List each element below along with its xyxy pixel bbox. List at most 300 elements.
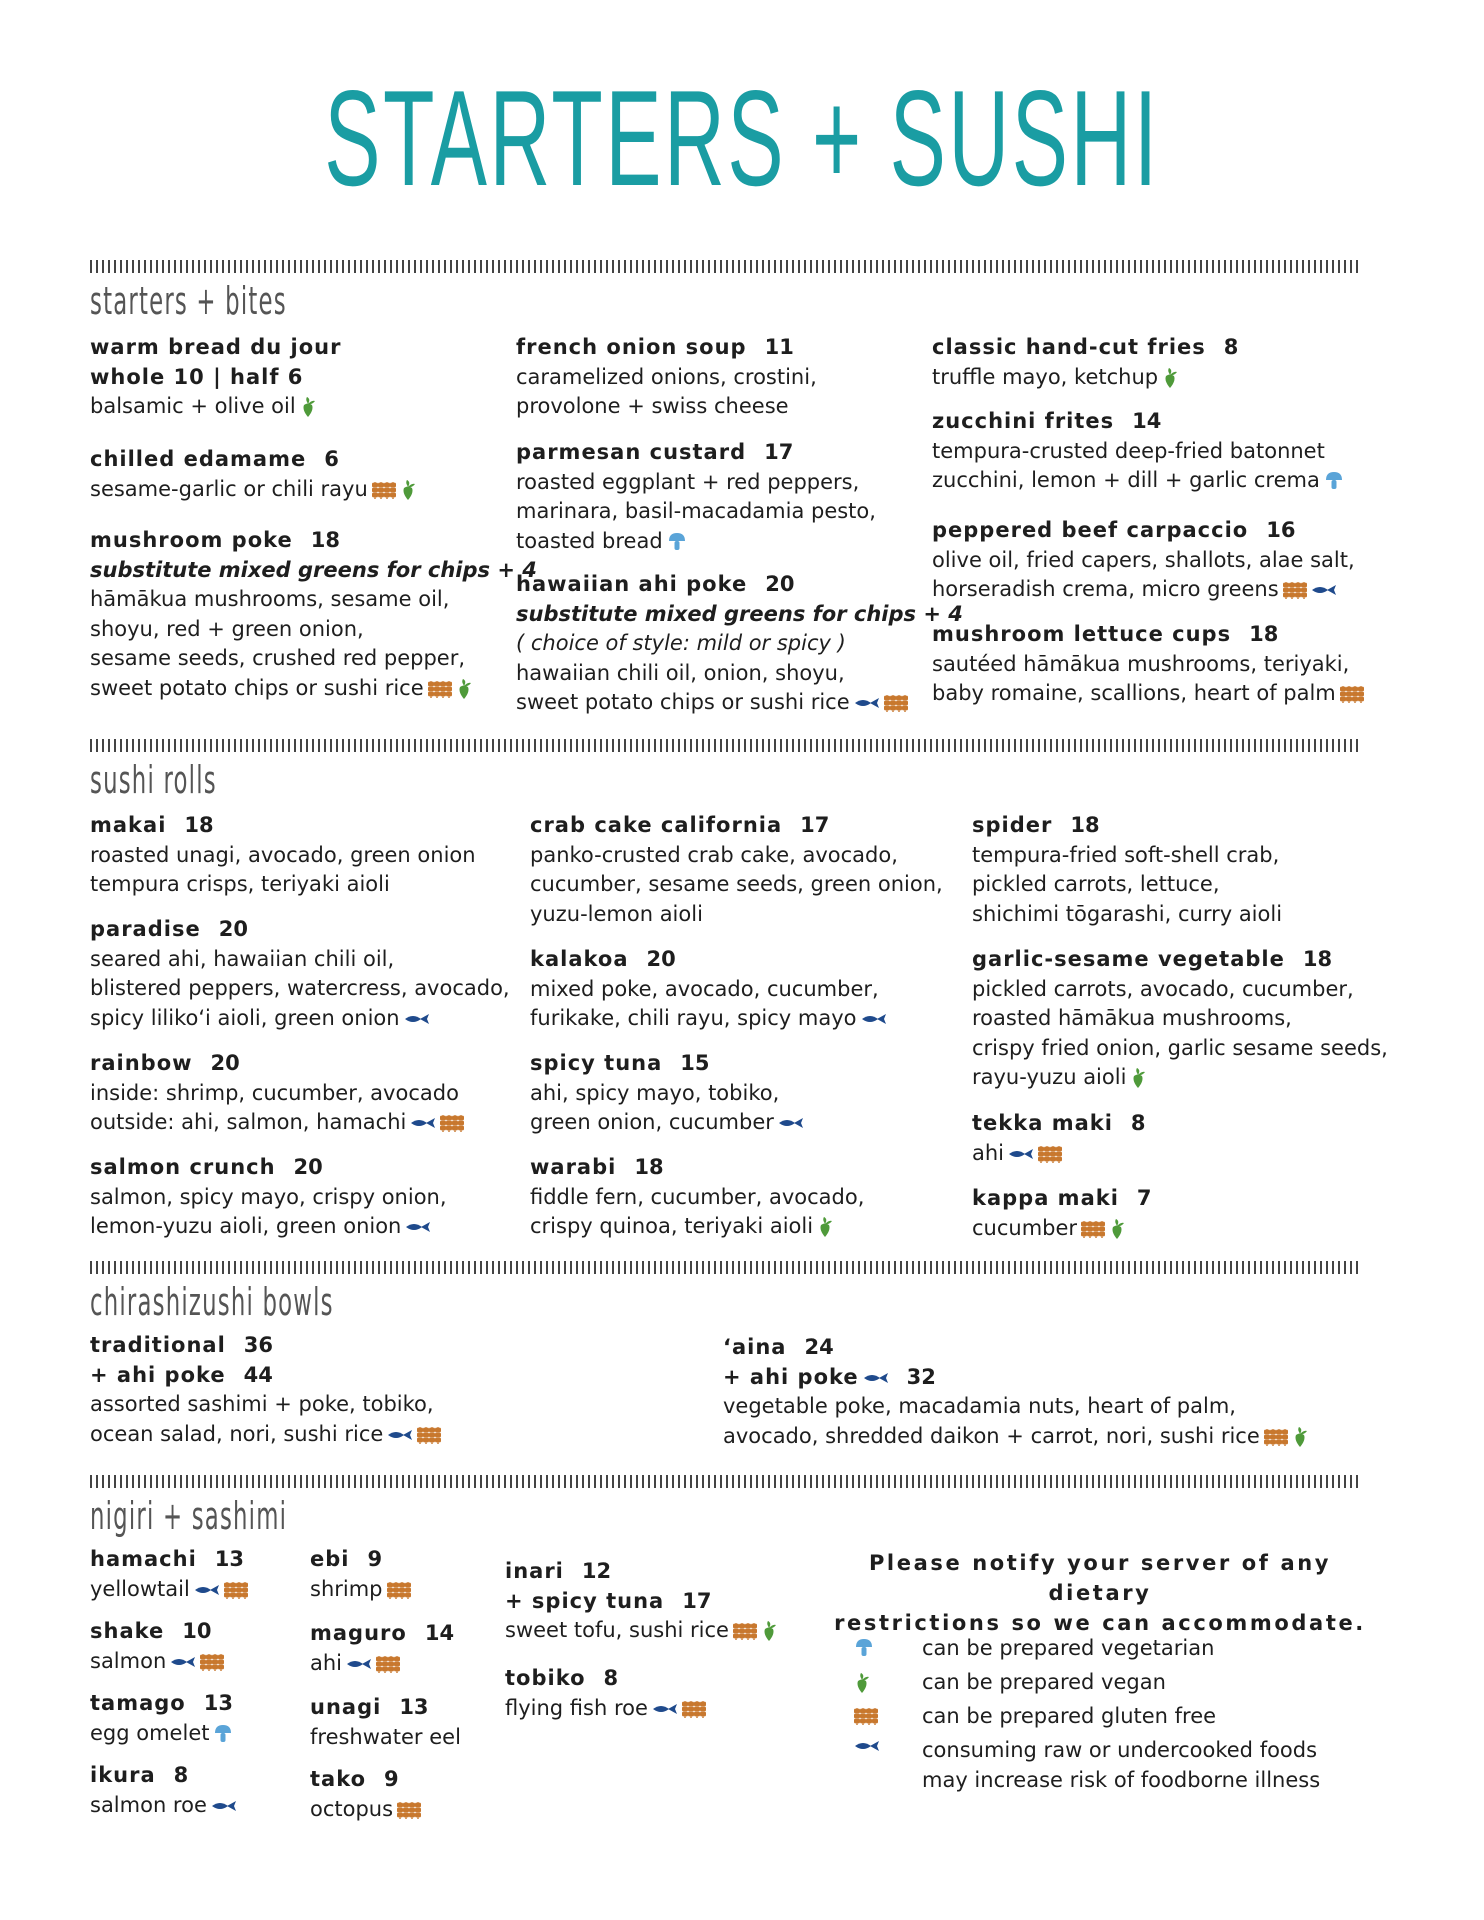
- item-description: crispy fried onion, garlic sesame seeds,: [972, 1035, 1388, 1060]
- menu-item: [310, 1545, 411, 1604]
- item-name: chilled edamame: [90, 447, 307, 471]
- item-description: fiddle fern, cucumber, avocado,: [530, 1184, 865, 1209]
- raw-icon: [854, 1740, 880, 1752]
- menu-item-line: [972, 1214, 1152, 1244]
- menu-item-line: [516, 629, 963, 659]
- menu-item-line: [530, 811, 943, 841]
- menu-item-line: [310, 1693, 461, 1723]
- item-name: ebi: [310, 1547, 350, 1571]
- legend-text: can be prepared vegan: [922, 1670, 1166, 1694]
- menu-item-line: [90, 556, 537, 586]
- item-name: ikura: [90, 1763, 156, 1787]
- gluten-free-icon: [200, 1652, 224, 1672]
- raw-icon: [1008, 1148, 1034, 1160]
- menu-item-line: [530, 870, 943, 900]
- item-description: hawaiian chili oil, onion, shoyu,: [516, 660, 845, 685]
- item-price: 15: [680, 1051, 710, 1075]
- section-divider: [90, 1261, 1360, 1274]
- menu-item-line: [932, 650, 1364, 680]
- item-name: salmon crunch: [90, 1155, 276, 1179]
- gluten-free-icon: [884, 693, 908, 713]
- menu-item-line: [972, 1109, 1146, 1139]
- menu-item-line: [90, 363, 342, 393]
- item-name: tamago: [90, 1691, 186, 1715]
- item-description: ahi, spicy mayo, tobiko,: [530, 1080, 780, 1105]
- menu-item: [516, 333, 817, 422]
- legend-text: consuming raw or undercooked foods: [922, 1738, 1318, 1762]
- item-description: avocado, shredded daikon + carrot, nori, sushi rice: [723, 1423, 1260, 1448]
- legend-text: can be prepared vegetarian: [922, 1636, 1215, 1660]
- item-description: tempura crisps, teriyaki aioli: [90, 872, 390, 896]
- item-description: pickled carrots, lettuce,: [972, 872, 1220, 896]
- menu-item: [530, 811, 943, 929]
- menu-item: [932, 333, 1238, 392]
- menu-item-line: [530, 900, 943, 930]
- vegan-icon: [1130, 1067, 1146, 1089]
- raw-icon: [170, 1656, 196, 1668]
- item-name: makai: [90, 813, 167, 837]
- item-description: baby romaine, scallions, heart of palm: [932, 681, 1336, 705]
- menu-item-line: [90, 644, 537, 674]
- item-price: 14: [424, 1621, 455, 1645]
- item-description: sautéed hāmākua mushrooms, teriyaki,: [932, 651, 1350, 676]
- item-description: salmon: [90, 1648, 167, 1673]
- gluten-free-icon: [428, 679, 452, 699]
- menu-item-line: [516, 688, 963, 718]
- menu-item: [90, 915, 510, 1033]
- item-name: warm bread du jour: [90, 335, 342, 359]
- item-description: sesame-garlic or chili rayu: [90, 476, 368, 501]
- menu-item-line: [90, 1617, 224, 1647]
- item-price: 12: [581, 1559, 612, 1583]
- item-name: zucchini frites: [932, 409, 1115, 433]
- menu-item: [90, 445, 416, 504]
- gluten-free-icon: [1283, 580, 1307, 600]
- item-name: peppered beef carpaccio: [932, 518, 1249, 542]
- menu-item-line: [932, 516, 1355, 546]
- menu-item-line: [972, 900, 1282, 930]
- item-price: 18: [634, 1155, 664, 1179]
- item-substitution: substitute mixed greens for chips + 4: [516, 601, 963, 626]
- vegan-icon: [854, 1672, 870, 1694]
- gluten-free-icon: [417, 1425, 441, 1445]
- menu-item: [90, 1689, 233, 1748]
- item-name: tekka maki: [972, 1111, 1113, 1135]
- item-description: sweet potato chips or sushi rice: [90, 675, 424, 700]
- vegan-icon: [1109, 1218, 1125, 1240]
- menu-item-line: [90, 1331, 441, 1361]
- raw-icon: [863, 1372, 889, 1384]
- item-description: rayu-yuzu aioli: [972, 1065, 1127, 1089]
- vegan-icon: [400, 479, 416, 501]
- menu-item-line: [90, 945, 510, 975]
- item-description: egg omelet: [90, 1720, 210, 1745]
- item-description: lemon-yuzu aioli, green onion: [90, 1214, 402, 1238]
- item-description: green onion, cucumber: [530, 1110, 774, 1134]
- menu-item-line: [530, 841, 943, 871]
- item-price: 16: [1266, 518, 1296, 542]
- section-heading-bowls: chirashizushi bowls: [90, 1280, 334, 1324]
- raw-icon: [194, 1584, 220, 1596]
- item-description: sesame seeds, crushed red pepper,: [90, 646, 466, 670]
- item-description: toasted bread: [516, 528, 663, 553]
- menu-item-line: [90, 1079, 464, 1109]
- menu-item: [310, 1765, 421, 1824]
- menu-item-line: [310, 1619, 454, 1649]
- menu-item-line: [516, 392, 817, 422]
- item-description: vegetable poke, macadamia nuts, heart of palm,: [723, 1394, 1236, 1418]
- item-description: cucumber, sesame seeds, green onion,: [530, 872, 943, 896]
- dietary-notice: [830, 1548, 1370, 1638]
- menu-item-line: [90, 974, 510, 1004]
- menu-item-line: [90, 1689, 233, 1719]
- menu-item-line: [90, 475, 416, 505]
- vegan-icon: [761, 1620, 777, 1642]
- item-price: 24: [804, 1335, 834, 1359]
- vegan-icon: [456, 678, 472, 700]
- menu-item-line: [90, 811, 476, 841]
- item-price: 44: [243, 1362, 273, 1387]
- menu-item-line: [516, 527, 876, 557]
- item-price: 7: [1136, 1186, 1152, 1210]
- menu-item-line: [516, 600, 963, 630]
- menu-item-line: [310, 1649, 454, 1679]
- menu-item-line: [723, 1392, 1308, 1422]
- item-description: mixed poke, avocado, cucumber,: [530, 976, 879, 1001]
- item-description: crispy quinoa, teriyaki aioli: [530, 1214, 814, 1238]
- menu-item-line: [516, 468, 876, 498]
- menu-item-line: [90, 445, 416, 475]
- item-description: furikake, chili rayu, spicy mayo: [530, 1006, 857, 1030]
- item-price: 18: [1302, 947, 1333, 971]
- menu-item: [90, 1049, 464, 1138]
- item-description: octopus: [310, 1796, 394, 1821]
- menu-item-line: [505, 1587, 777, 1617]
- menu-item: [932, 407, 1344, 496]
- item-price: 13: [214, 1547, 245, 1571]
- item-description: olive oil, fried capers, shallots, alae salt,: [932, 547, 1355, 572]
- menu-item: [90, 811, 476, 900]
- menu-item: [90, 1761, 237, 1820]
- item-description: shoyu, red + green onion,: [90, 616, 364, 641]
- menu-item-line: [972, 1004, 1388, 1034]
- menu-item: [723, 1333, 1308, 1451]
- menu-item: [972, 1109, 1146, 1168]
- menu-item-line: [932, 363, 1238, 393]
- raw-icon: [346, 1658, 372, 1670]
- item-description: inside: shrimp, cucumber, avocado: [90, 1080, 459, 1105]
- item-price: 20: [765, 572, 795, 596]
- gluten-free-icon: [733, 1621, 757, 1641]
- gluten-free-icon: [1340, 684, 1364, 704]
- menu-item: [932, 516, 1355, 605]
- item-description: blistered peppers, watercress, avocado,: [90, 976, 510, 1000]
- vegan-icon: [817, 1216, 833, 1238]
- menu-item-line: [723, 1363, 1308, 1393]
- gluten-free-icon: [397, 1800, 421, 1820]
- raw-icon: [861, 1013, 887, 1025]
- menu-item-line: [90, 1390, 441, 1420]
- menu-item-line: [90, 585, 537, 615]
- menu-item: [505, 1557, 777, 1646]
- menu-item-line: [932, 679, 1364, 709]
- menu-item-line: [972, 1063, 1388, 1093]
- menu-item-line: [932, 437, 1344, 467]
- gluten-free-icon: [1081, 1219, 1105, 1239]
- item-description: spicy liliko‘i aioli, green onion: [90, 1005, 400, 1030]
- menu-item-line: [90, 1049, 464, 1079]
- menu-item-line: [530, 1183, 864, 1213]
- menu-item-line: [530, 1004, 887, 1034]
- menu-item-line: [90, 1719, 233, 1749]
- menu-item: [530, 945, 887, 1034]
- item-price: 17: [800, 813, 830, 837]
- item-name: mushroom lettuce cups: [932, 622, 1232, 646]
- menu-item-line: [310, 1723, 461, 1753]
- menu-item-line: [516, 570, 963, 600]
- menu-item-line: [310, 1765, 421, 1795]
- menu-item-line: [972, 870, 1282, 900]
- item-name: crab cake california: [530, 813, 783, 837]
- item-name: classic hand-cut fries: [932, 335, 1206, 359]
- menu-item: [90, 1617, 224, 1676]
- menu-item-line: [90, 915, 510, 945]
- menu-item-line: [516, 659, 963, 689]
- menu-item-line: [90, 1761, 237, 1791]
- menu-item: [932, 620, 1364, 709]
- menu-item: [310, 1619, 454, 1678]
- item-price: 9: [384, 1767, 399, 1791]
- menu-item: [972, 945, 1388, 1093]
- menu-item-line: [972, 945, 1388, 975]
- raw-icon: [410, 1117, 436, 1129]
- menu-item-line: [505, 1664, 706, 1694]
- item-name: spider: [972, 813, 1053, 837]
- item-price: 18: [310, 528, 341, 552]
- item-description: salmon roe: [90, 1792, 207, 1817]
- item-price: 8: [603, 1666, 619, 1690]
- item-price: 9: [367, 1547, 383, 1571]
- menu-item-line: [90, 1004, 510, 1034]
- item-description: yuzu-lemon aioli: [530, 901, 703, 926]
- item-description: roasted hāmākua mushrooms,: [972, 1006, 1292, 1030]
- section-heading-starters: starters + bites: [90, 279, 287, 323]
- item-description: pickled carrots, avocado, cucumber,: [972, 976, 1354, 1001]
- item-price: 8: [173, 1763, 189, 1787]
- menu-item-line: [530, 1153, 864, 1183]
- item-description: zucchini, lemon + dill + garlic crema: [932, 468, 1320, 492]
- item-price: 17: [764, 440, 794, 464]
- menu-item-line: [723, 1422, 1308, 1452]
- menu-item-line: [932, 575, 1355, 605]
- menu-item-line: [90, 1212, 447, 1242]
- raw-icon: [1311, 584, 1337, 596]
- item-description: sweet potato chips or sushi rice: [516, 690, 850, 714]
- menu-item-line: [932, 546, 1355, 576]
- menu-item: [972, 1184, 1152, 1243]
- menu-item-line: [90, 1183, 447, 1213]
- menu-item-line: [90, 1420, 441, 1450]
- item-description: provolone + swiss cheese: [516, 394, 789, 418]
- item-description: shrimp: [310, 1576, 383, 1601]
- menu-item: [972, 811, 1282, 929]
- item-description: cucumber: [972, 1215, 1078, 1240]
- gluten-free-icon: [224, 1580, 248, 1600]
- raw-icon: [404, 1013, 430, 1025]
- item-name: spicy tuna: [530, 1051, 663, 1075]
- menu-item-line: [90, 841, 476, 871]
- item-description: salmon, spicy mayo, crispy onion,: [90, 1184, 447, 1209]
- menu-item-line: [516, 363, 817, 393]
- menu-item-line: [310, 1545, 411, 1575]
- menu-item-line: [530, 975, 887, 1005]
- item-name: inari: [505, 1559, 564, 1583]
- item-description: panko-crusted crab cake, avocado,: [530, 842, 898, 867]
- menu-item-line: [90, 392, 342, 422]
- menu-item-line: [972, 1184, 1152, 1214]
- item-description: ahi: [972, 1140, 1005, 1165]
- item-price: 36: [243, 1333, 274, 1357]
- menu-item-line: [90, 1108, 464, 1138]
- menu-item-line: [932, 466, 1344, 496]
- item-name: tako: [310, 1767, 367, 1791]
- item-description: balsamic + olive oil: [90, 394, 296, 418]
- menu-item-line: [932, 333, 1238, 363]
- vegetarian-icon: [854, 1638, 874, 1658]
- menu-item-line: [530, 1212, 864, 1242]
- menu-item: [505, 1664, 706, 1723]
- menu-item-line: [90, 333, 342, 363]
- section-divider: [90, 739, 1360, 752]
- item-price: 13: [203, 1691, 233, 1715]
- item-name: + ahi poke: [723, 1364, 859, 1389]
- item-price: 20: [210, 1051, 240, 1075]
- section-heading-rolls: sushi rolls: [90, 758, 217, 802]
- menu-item-line: [90, 1545, 248, 1575]
- item-name: rainbow: [90, 1051, 193, 1075]
- legend-text: can be prepared gluten free: [922, 1704, 1217, 1728]
- menu-item: [90, 1545, 248, 1604]
- item-name: mushroom poke: [90, 528, 293, 552]
- menu-item-line: [530, 1108, 804, 1138]
- menu-item-line: [516, 497, 876, 527]
- item-price: 32: [906, 1364, 936, 1389]
- item-description: hāmākua mushrooms, sesame oil,: [90, 587, 450, 611]
- gluten-free-icon: [1038, 1144, 1062, 1164]
- item-price: 14: [1132, 409, 1162, 433]
- item-name: french onion soup: [516, 335, 747, 359]
- menu-item-line: [972, 841, 1282, 871]
- item-description: flying fish roe: [505, 1695, 648, 1720]
- menu-item-line: [972, 811, 1282, 841]
- menu-item: [516, 570, 963, 718]
- item-description: marinara, basil-macadamia pesto,: [516, 499, 876, 523]
- notice-line: restrictions so we can accommodate.: [834, 1611, 1366, 1635]
- menu-item-line: [505, 1694, 706, 1724]
- menu-item-line: [90, 526, 537, 556]
- item-description: tempura-crusted deep-fried batonnet: [932, 438, 1325, 463]
- gluten-free-icon: [372, 480, 396, 500]
- section-heading-nigiri: nigiri + sashimi: [90, 1494, 288, 1538]
- menu-item-line: [90, 1361, 441, 1391]
- menu-item: [310, 1693, 461, 1752]
- menu-item-line: [90, 1153, 447, 1183]
- menu-item-line: [310, 1795, 421, 1825]
- item-price: 20: [218, 917, 248, 941]
- item-name: warabi: [530, 1155, 617, 1179]
- item-description: yellowtail: [90, 1576, 190, 1601]
- item-name: hamachi: [90, 1547, 197, 1571]
- item-style-note: ( choice of style: mild or spicy ): [516, 631, 846, 655]
- item-price: 13: [399, 1695, 429, 1719]
- notice-line: Please notify your server of any dietary: [868, 1551, 1332, 1605]
- item-name: tobiko: [505, 1666, 586, 1690]
- item-name: parmesan custard: [516, 440, 747, 464]
- menu-item: [90, 526, 537, 703]
- item-description: truffle mayo, ketchup: [932, 364, 1159, 389]
- item-name: paradise: [90, 917, 201, 941]
- menu-item-line: [90, 615, 537, 645]
- menu-item-line: [530, 945, 887, 975]
- item-description: seared ahi, hawaiian chili oil,: [90, 946, 395, 971]
- menu-item-line: [530, 1079, 804, 1109]
- item-name: maguro: [310, 1621, 407, 1645]
- menu-item: [530, 1153, 864, 1242]
- item-name: traditional: [90, 1333, 226, 1357]
- item-description: roasted eggplant + red peppers,: [516, 469, 860, 494]
- gluten-free-icon: [854, 1706, 878, 1726]
- gluten-free-icon: [387, 1580, 411, 1600]
- item-description: shichimi tōgarashi, curry aioli: [972, 901, 1283, 926]
- item-name: garlic-sesame vegetable: [972, 947, 1285, 971]
- item-name: + spicy tuna: [505, 1588, 665, 1613]
- item-description: horseradish crema, micro greens: [932, 577, 1279, 601]
- menu-item-line: [90, 1647, 224, 1677]
- item-description: caramelized onions, crostini,: [516, 364, 817, 389]
- menu-item: [90, 333, 342, 422]
- item-name: hawaiian ahi poke: [516, 572, 748, 596]
- raw-icon: [854, 697, 880, 709]
- gluten-free-icon: [682, 1699, 706, 1719]
- item-name: whole 10 | half 6: [90, 364, 304, 389]
- menu-item-line: [932, 620, 1364, 650]
- vegan-icon: [1292, 1426, 1308, 1448]
- section-divider: [90, 260, 1360, 273]
- vegetarian-icon: [213, 1724, 233, 1744]
- item-description: ahi: [310, 1650, 343, 1675]
- menu-item: [90, 1153, 447, 1242]
- item-description: roasted unagi, avocado, green onion: [90, 842, 476, 867]
- menu-item-line: [505, 1557, 777, 1587]
- item-name: kappa maki: [972, 1186, 1119, 1210]
- item-price: 11: [764, 335, 794, 359]
- section-divider: [90, 1475, 1360, 1488]
- menu-item-line: [932, 407, 1344, 437]
- vegetarian-icon: [667, 532, 687, 552]
- item-description: freshwater eel: [310, 1724, 461, 1749]
- menu-item-line: [516, 438, 876, 468]
- item-name: kalakoa: [530, 947, 629, 971]
- item-description: outside: ahi, salmon, hamachi: [90, 1110, 407, 1134]
- item-name: unagi: [310, 1695, 382, 1719]
- item-price: 8: [1130, 1111, 1146, 1135]
- menu-item: [516, 438, 876, 556]
- item-name: + ahi poke: [90, 1362, 226, 1387]
- item-price: 20: [646, 947, 676, 971]
- menu-item: [90, 1331, 441, 1449]
- item-price: 18: [184, 813, 214, 837]
- item-price: 18: [1249, 622, 1279, 646]
